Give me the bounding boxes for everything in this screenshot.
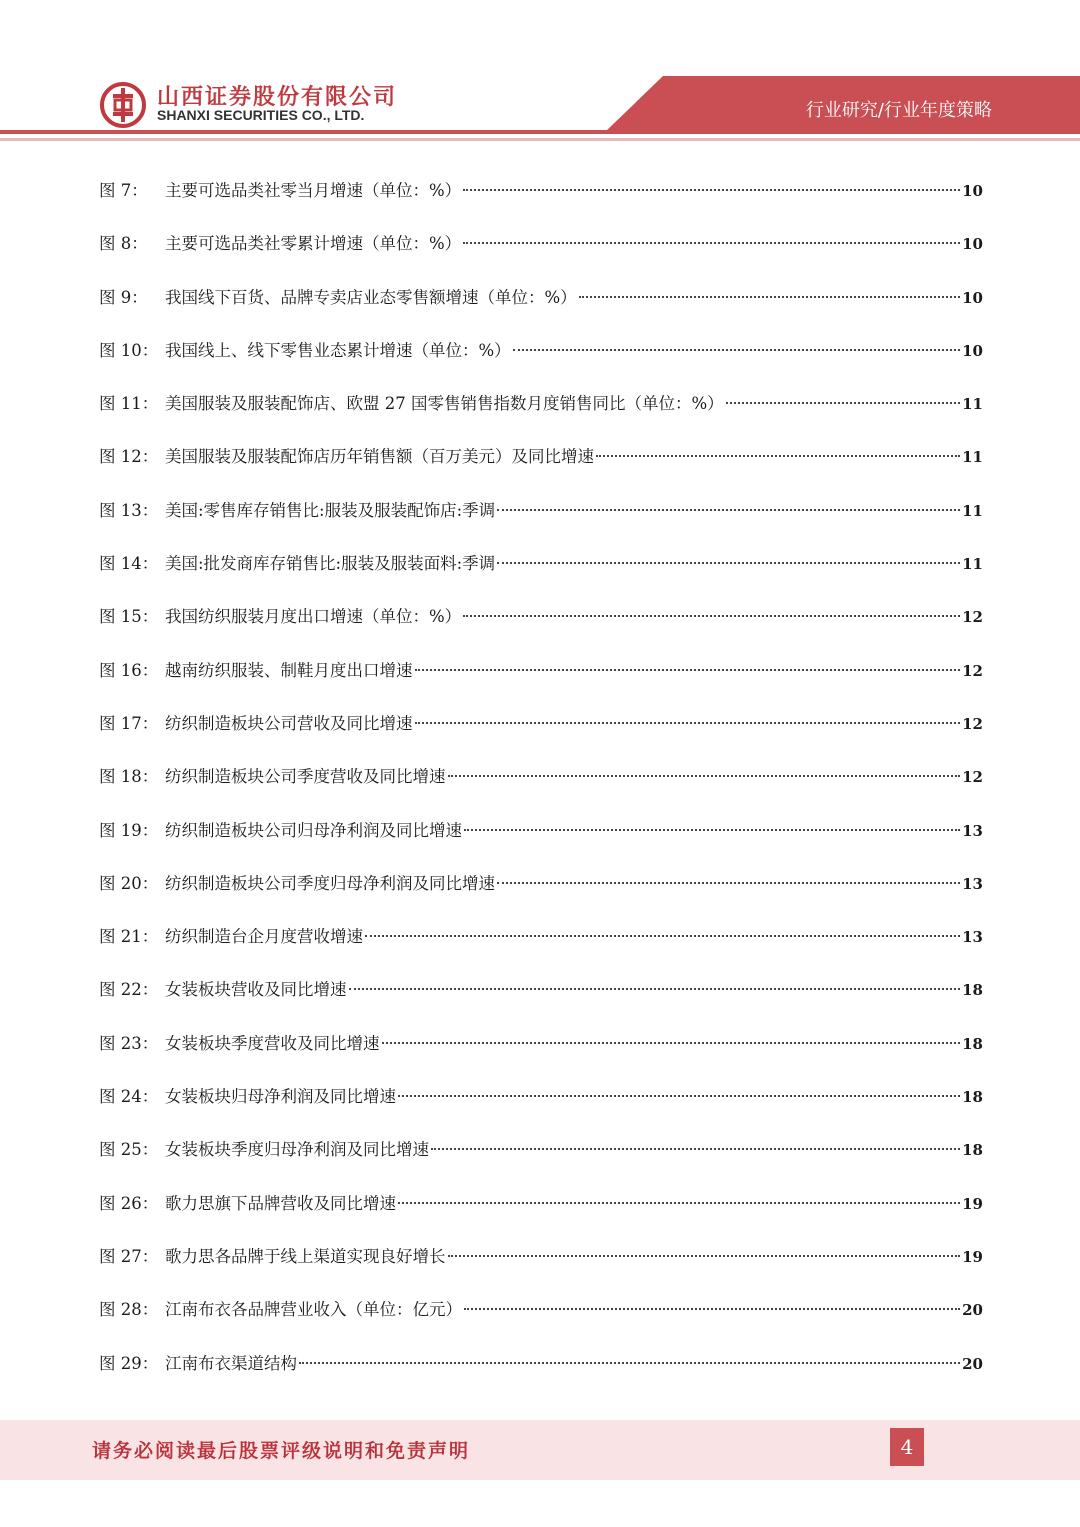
toc-entry-title: 纺织制造板块公司季度归母净利润及同比增速: [165, 873, 495, 893]
toc-entry[interactable]: [99, 1183, 983, 1236]
toc-entry[interactable]: [99, 596, 983, 649]
toc-entry-title: 女装板块季度营收及同比增速: [165, 1033, 380, 1053]
toc-entry-label: 图 11：: [99, 394, 159, 414]
toc-entry-title: 江南布衣各品牌营业收入（单位：亿元）: [165, 1300, 462, 1320]
toc-entry-label: 图 29：: [99, 1353, 159, 1373]
header-rule-light: [0, 138, 1080, 141]
toc-entry[interactable]: [99, 650, 983, 703]
toc-entry-title: 美国服装及服装配饰店历年销售额（百万美元）及同比增速: [165, 447, 594, 467]
toc-entry-label: 图 23：: [99, 1033, 159, 1053]
toc-entry-page: 11: [962, 448, 983, 467]
toc-entry-label: 图 22：: [99, 980, 159, 1000]
toc-entry-label: 图 19：: [99, 820, 159, 840]
toc-entry[interactable]: [99, 543, 983, 596]
toc-dot-leader: [497, 562, 960, 564]
toc-entry-page: 18: [962, 1034, 983, 1053]
toc-entry[interactable]: [99, 810, 983, 863]
toc-entry-title: 美国服装及服装配饰店、欧盟 27 国零售销售指数月度销售同比（单位：%）: [165, 394, 724, 414]
page-header: [0, 0, 1080, 150]
toc-entry-page: 18: [962, 1141, 983, 1160]
toc-entry-page: 11: [962, 395, 983, 414]
toc-entry-label: 图 20：: [99, 873, 159, 893]
header-rule: [0, 130, 1080, 134]
toc-entry-title: 歌力思各品牌于线上渠道实现良好增长: [165, 1246, 446, 1266]
toc-entry[interactable]: [99, 170, 983, 223]
toc-entry[interactable]: [99, 1129, 983, 1182]
toc-entry[interactable]: [99, 436, 983, 489]
toc-dot-leader: [497, 882, 960, 884]
toc-dot-leader: [431, 1148, 960, 1150]
toc-dot-leader: [464, 829, 960, 831]
toc-dot-leader: [398, 1095, 960, 1097]
toc-entry-title: 女装板块季度归母净利润及同比增速: [165, 1140, 429, 1160]
toc-entry-title: 越南纺织服装、制鞋月度出口增速: [165, 660, 413, 680]
toc-entry-label: 图 17：: [99, 713, 159, 733]
toc-dot-leader: [299, 1362, 960, 1364]
toc-entry-label: 图 7：: [99, 181, 148, 200]
toc-dot-leader: [415, 722, 961, 724]
toc-entry[interactable]: [99, 969, 983, 1022]
toc-entry-title: 江南布衣渠道结构: [165, 1353, 297, 1373]
toc-entry-title: 歌力思旗下品牌营收及同比增速: [165, 1193, 396, 1213]
toc-entry[interactable]: [99, 223, 983, 276]
toc-entry-title: 美国:批发商库存销售比:服装及服装面料:季调: [165, 554, 496, 574]
toc-entry-page: 20: [962, 1354, 983, 1373]
toc-entry-page: 11: [962, 501, 983, 520]
toc-entry-page: 10: [962, 182, 983, 200]
toc-entry-page: 13: [962, 928, 983, 947]
toc-entry[interactable]: [99, 1236, 983, 1289]
toc-dot-leader: [726, 402, 960, 404]
toc-entry-title: 纺织制造板块公司归母净利润及同比增速: [165, 820, 462, 840]
toc-entry-title: 我国纺织服装月度出口增速（单位：%）: [165, 607, 462, 627]
toc-entry-label: 图 21：: [99, 927, 159, 947]
toc-entry-label: 图 9：: [99, 287, 148, 307]
toc-entry-page: 10: [962, 235, 983, 254]
toc-entry[interactable]: [99, 490, 983, 543]
toc-dot-leader: [349, 988, 961, 990]
toc-dot-leader: [464, 1308, 960, 1310]
toc-entry-title: 美国:零售库存销售比:服装及服装配饰店:季调: [165, 500, 496, 520]
toc-entry-title: 女装板块归母净利润及同比增速: [165, 1087, 396, 1107]
toc-entry-label: 图 16：: [99, 660, 159, 680]
toc-entry-page: 12: [962, 608, 983, 627]
disclaimer-text: 请务必阅读最后股票评级说明和免责声明: [92, 1440, 471, 1462]
toc-entry-label: 图 27：: [99, 1246, 159, 1266]
toc-entry-title: 纺织制造板块公司营收及同比增速: [165, 713, 413, 733]
toc-entry-page: 13: [962, 821, 983, 840]
toc-dot-leader: [463, 189, 960, 191]
toc-entry[interactable]: [99, 916, 983, 969]
toc-entry-title: 主要可选品类社零当月增速（单位：%）: [165, 181, 462, 200]
toc-entry-page: 19: [962, 1247, 983, 1266]
toc-entry-page: 12: [962, 768, 983, 787]
toc-entry-page: 18: [962, 1088, 983, 1107]
toc-dot-leader: [596, 455, 960, 457]
toc-entry-title: 纺织制造台企月度营收增速: [165, 927, 363, 947]
toc-dot-leader: [398, 1202, 960, 1204]
toc-entry-label: 图 24：: [99, 1087, 159, 1107]
toc-entry-label: 图 10：: [99, 340, 159, 360]
toc-entry[interactable]: [99, 383, 983, 436]
toc-entry-page: 18: [962, 981, 983, 1000]
toc-entry-label: 图 12：: [99, 447, 159, 467]
toc-entry[interactable]: [99, 1343, 983, 1396]
toc-entry-label: 图 18：: [99, 767, 159, 787]
toc-dot-leader: [448, 775, 961, 777]
toc-entry-label: 图 14：: [99, 554, 159, 574]
page-number: 4: [890, 1428, 924, 1466]
toc-dot-leader: [579, 296, 960, 298]
toc-entry[interactable]: [99, 1076, 983, 1129]
toc-dot-leader: [513, 349, 960, 351]
toc-entry-title: 主要可选品类社零累计增速（单位：%）: [165, 234, 462, 254]
toc-entry[interactable]: [99, 703, 983, 756]
toc-entry-page: 19: [962, 1194, 983, 1213]
toc-dot-leader: [365, 935, 960, 937]
toc-entry-page: 13: [962, 874, 983, 893]
toc-entry-label: 图 25：: [99, 1140, 159, 1160]
report-type: 行业研究/行业年度策略: [805, 100, 992, 121]
figure-toc-list: [99, 170, 983, 1396]
toc-entry-label: 图 28：: [99, 1300, 159, 1320]
company-name-en: SHANXI SECURITIES CO., LTD.: [157, 107, 365, 123]
toc-entry-title: 女装板块营收及同比增速: [165, 980, 347, 1000]
toc-entry-title: 我国线下百货、品牌专卖店业态零售额增速（单位：%）: [165, 287, 577, 307]
toc-entry-label: 图 13：: [99, 500, 159, 520]
toc-entry-label: 图 26：: [99, 1193, 159, 1213]
toc-entry-label: 图 8：: [99, 234, 148, 254]
toc-entry[interactable]: [99, 330, 983, 383]
toc-dot-leader: [382, 1042, 961, 1044]
toc-entry-page: 12: [962, 661, 983, 680]
toc-entry[interactable]: [99, 1023, 983, 1076]
toc-entry-title: 纺织制造板块公司季度营收及同比增速: [165, 767, 446, 787]
toc-entry-page: 20: [962, 1301, 983, 1320]
shanxi-securities-logo-icon: [100, 82, 146, 128]
toc-entry-label: 图 15：: [99, 607, 159, 627]
toc-dot-leader: [415, 669, 961, 671]
toc-entry-page: 10: [962, 341, 983, 360]
toc-dot-leader: [497, 509, 960, 511]
toc-entry[interactable]: [99, 1289, 983, 1342]
toc-entry[interactable]: [99, 863, 983, 916]
company-name-cn: 山西证券股份有限公司: [157, 85, 398, 110]
toc-dot-leader: [448, 1255, 961, 1257]
toc-entry[interactable]: [99, 756, 983, 809]
toc-dot-leader: [463, 242, 960, 244]
toc-entry-page: 10: [962, 288, 983, 307]
toc-dot-leader: [463, 615, 960, 617]
toc-entry-page: 11: [962, 555, 983, 574]
toc-entry-title: 我国线上、线下零售业态累计增速（单位：%）: [165, 340, 511, 360]
toc-entry[interactable]: [99, 277, 983, 330]
toc-entry-page: 12: [962, 714, 983, 733]
